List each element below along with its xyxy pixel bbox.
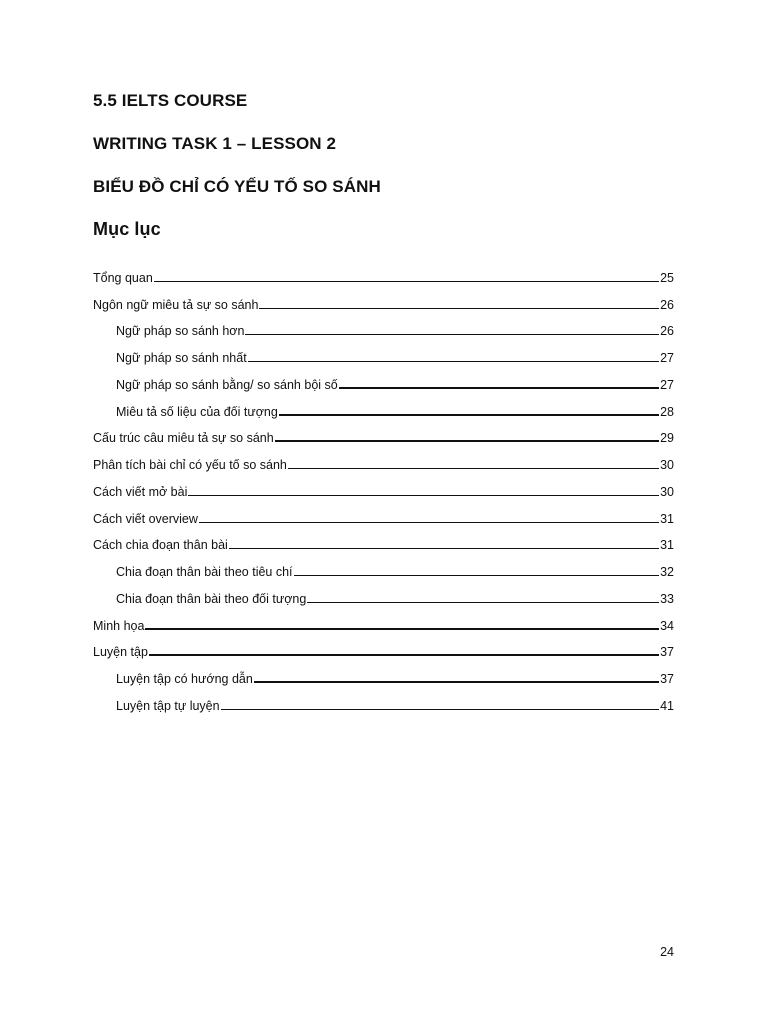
toc-entry-label: Cách viết mở bài (93, 484, 188, 499)
toc-leader-line (288, 467, 659, 469)
toc-leader-line (294, 574, 660, 576)
toc-entry[interactable] (93, 527, 674, 554)
toc-entry-label: Luyện tập (93, 645, 148, 660)
toc-entry-page: 32 (660, 565, 674, 579)
toc-entry[interactable] (93, 366, 674, 393)
toc-entry-page: 31 (660, 538, 674, 553)
toc-entry[interactable] (93, 339, 674, 366)
toc-entry[interactable] (93, 580, 674, 607)
toc-entry[interactable] (93, 286, 674, 313)
toc-title: Mục lục (93, 219, 161, 239)
toc-leader-line (199, 521, 659, 523)
toc-entry-label: Cách chia đoạn thân bài (93, 538, 228, 553)
toc-entry-page: 28 (660, 404, 674, 419)
toc-entry-label: Miêu tả số liệu của đối tượng (116, 404, 278, 419)
toc-leader-line (307, 601, 659, 603)
toc-entry-label: Tổng quan (93, 270, 153, 285)
toc-leader-line (339, 386, 659, 389)
toc-entry-page: 30 (660, 484, 674, 499)
toc-entry[interactable] (93, 500, 674, 527)
topic-title: BIỂU ĐỒ CHỈ CÓ YẾU TỐ SO SÁNH (93, 177, 381, 196)
toc-entry[interactable] (93, 634, 674, 661)
toc-entry-label: Minh họa (93, 618, 145, 633)
toc-entry-page: 30 (660, 458, 674, 472)
toc-entry-page: 26 (660, 324, 674, 339)
toc-leader-line (245, 333, 659, 335)
toc-entry-label: Ngữ pháp so sánh hơn (116, 324, 245, 339)
toc-leader-line (254, 680, 659, 683)
toc-leader-line (229, 547, 659, 549)
toc-entry-label: Ngữ pháp so sánh nhất (116, 351, 247, 365)
toc-entry[interactable] (93, 687, 674, 714)
toc-leader-line (248, 360, 659, 362)
toc-entry-page: 37 (660, 672, 674, 686)
toc-leader-line (145, 627, 659, 630)
toc-entry-page: 33 (660, 591, 674, 606)
toc-entry-label: Luyện tập tự luyện (116, 698, 220, 713)
toc-entry[interactable] (93, 313, 674, 340)
toc-entry-page: 29 (660, 431, 674, 446)
toc-leader-line (259, 307, 659, 309)
toc-entry-page: 41 (660, 698, 674, 713)
toc-entry-label: Chia đoạn thân bài theo đối tượng (116, 591, 307, 606)
toc-leader-line (188, 494, 659, 496)
toc-entry[interactable] (93, 553, 674, 580)
toc-entry-page: 31 (660, 511, 674, 526)
toc-entry[interactable] (93, 607, 674, 634)
toc-entry[interactable] (93, 393, 674, 420)
toc-entry-label: Cấu trúc câu miêu tả sự so sánh (93, 431, 274, 446)
toc-entry-page: 34 (660, 618, 674, 633)
toc-entry[interactable] (93, 420, 674, 447)
toc-entry-page: 26 (660, 297, 674, 312)
toc-entry-page: 37 (660, 645, 674, 660)
table-of-contents (93, 259, 674, 714)
toc-leader-line (221, 708, 660, 710)
toc-entry[interactable] (93, 473, 674, 500)
toc-entry-page: 27 (660, 351, 674, 365)
course-title: 5.5 IELTS COURSE (93, 91, 248, 110)
page-number: 24 (660, 945, 674, 959)
toc-entry-page: 25 (660, 270, 674, 285)
toc-leader-line (275, 439, 659, 442)
toc-leader-line (279, 413, 659, 416)
toc-entry-page: 27 (660, 377, 674, 392)
toc-entry-label: Ngôn ngữ miêu tả sự so sánh (93, 297, 259, 312)
toc-leader-line (149, 653, 659, 656)
lesson-title: WRITING TASK 1 – LESSON 2 (93, 134, 337, 153)
toc-entry-label: Ngữ pháp so sánh bằng/ so sánh bội số (116, 377, 338, 392)
toc-entry[interactable] (93, 259, 674, 286)
toc-entry-label: Chia đoạn thân bài theo tiêu chí (116, 565, 293, 579)
toc-entry-label: Luyện tập có hướng dẫn (116, 672, 253, 686)
toc-leader-line (154, 280, 659, 282)
toc-entry[interactable] (93, 660, 674, 687)
toc-entry-label: Phân tích bài chỉ có yếu tố so sánh (93, 458, 287, 472)
toc-entry-label: Cách viết overview (93, 511, 198, 526)
toc-entry[interactable] (93, 446, 674, 473)
